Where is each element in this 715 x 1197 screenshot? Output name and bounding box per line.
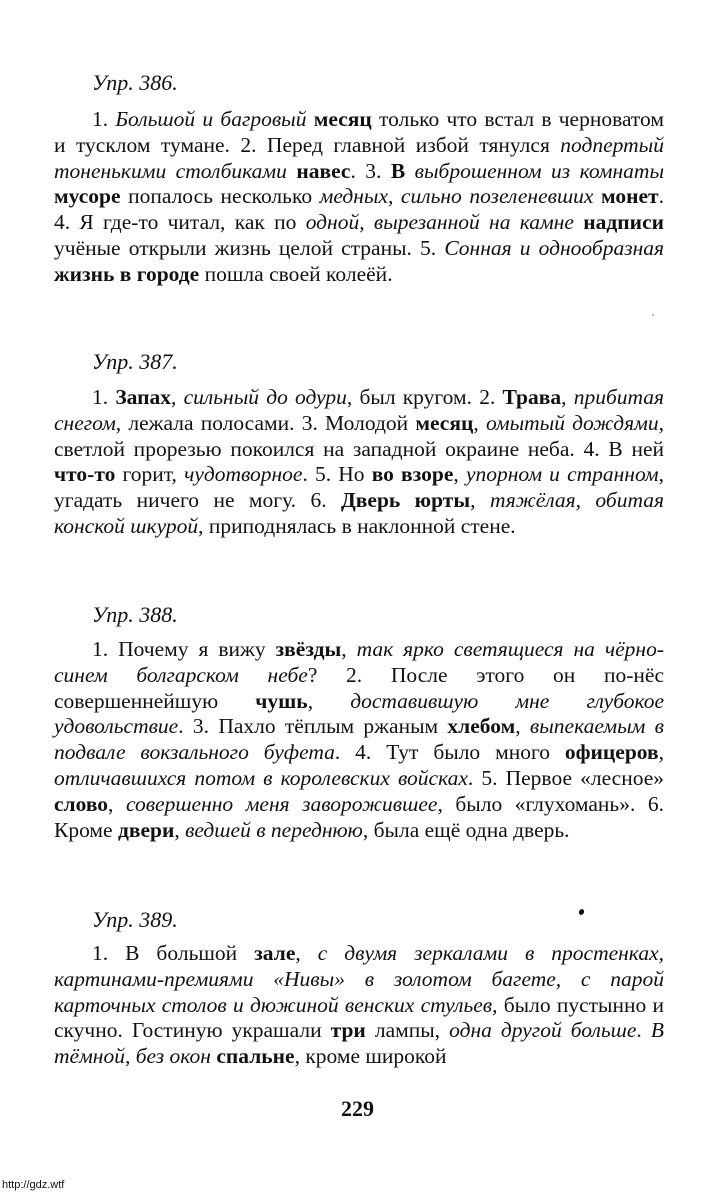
plain-text: , было пустынно и скучно. Гостиную украшали — [54, 992, 664, 1043]
bold-word: офицеров — [564, 740, 659, 765]
italic-phrase: медных, сильно позеленевших — [319, 184, 594, 209]
italic-phrase: одной, вырезанной на камне — [305, 210, 574, 235]
plain-text: . 3. Пахло тёплым ржаным — [178, 714, 448, 739]
plain-text: . 4. Тут было много — [334, 740, 565, 765]
plain-text: , — [453, 462, 466, 487]
ink-speck — [578, 908, 585, 916]
plain-text: , — [108, 791, 126, 816]
plain-text: , — [470, 488, 490, 513]
exercise-title-388: Упр. 388. — [92, 602, 178, 627]
exercise-title-386: Упр. 386. — [92, 70, 178, 95]
bold-word: В — [390, 158, 406, 183]
bold-word: спальне — [216, 1044, 295, 1069]
plain-text: попалось несколько — [120, 184, 320, 209]
plain-text: , угадать ничего не могу. 6. — [54, 462, 665, 513]
plain-text: горит, — [115, 462, 185, 487]
bold-word: слово — [54, 791, 109, 816]
exercise-text-386 — [54, 107, 664, 288]
plain-text: только что встал в черноватом и тусклом тумане. 2. Перед главной избой тянулся — [54, 107, 664, 157]
plain-text — [405, 159, 414, 183]
plain-text: 1. — [92, 385, 116, 409]
italic-phrase: выброшенном из комнаты — [414, 158, 665, 183]
italic-phrase: с двумя зеркалами в простенках, картинами-премиями «Нивы» в золотом багете, с парой карточных столов и дюжиной венских стульев — [54, 941, 664, 1017]
italic-phrase: одна другой больше — [449, 1018, 637, 1043]
plain-text: , — [174, 817, 186, 842]
italic-phrase: чудотворное — [184, 462, 303, 487]
plain-text: , приподнялась в наклонной стене. — [198, 513, 516, 538]
exercise-text-388 — [54, 637, 664, 843]
italic-phrase: отличавшихся потом в королевских войсках — [54, 765, 468, 790]
italic-phrase: ведшей в переднюю — [185, 817, 363, 842]
plain-text: . 5. Первое «лесное» — [467, 765, 664, 790]
bold-word: месяц — [415, 410, 474, 435]
italic-phrase: выпекаемым в подвале вокзального буфета — [54, 714, 664, 765]
plain-text: , — [473, 410, 486, 435]
bold-word: месяц — [313, 107, 372, 131]
bold-word: зале — [254, 941, 296, 965]
bold-word: Трава — [502, 385, 562, 409]
bold-word: звёзды — [275, 637, 342, 661]
plain-text: , было «глухомань». 6. Кроме — [54, 791, 665, 842]
plain-text: . 4. Я где-то читал, как по — [54, 184, 664, 235]
plain-text: 1. — [92, 107, 116, 131]
plain-text: , лежала полосами. 3. Молодой — [115, 410, 416, 435]
plain-text: учёные открыли жизнь целой страны. 5. — [54, 235, 445, 260]
plain-text: , кроме широкой — [294, 1044, 447, 1069]
page-number: 229 — [341, 1096, 374, 1121]
italic-phrase: омытый дождями — [485, 410, 659, 435]
bold-word: надписи — [583, 210, 665, 235]
plain-text: . 5. Но — [302, 462, 372, 487]
italic-phrase: Большой и багровый — [115, 107, 307, 131]
plain-text — [307, 107, 314, 131]
exercise-title-389: Упр. 389. — [92, 907, 178, 932]
exercise-text-387 — [54, 385, 664, 540]
italic-phrase: прибитая снегом — [54, 385, 665, 435]
plain-text: , — [341, 637, 357, 661]
plain-text: пошла своей колеёй. — [199, 261, 393, 286]
plain-text: , — [515, 714, 530, 739]
plain-text — [574, 210, 583, 234]
bold-word: хлебом — [447, 714, 516, 739]
bold-word: навес — [296, 158, 351, 183]
bold-word: жизнь в городе — [54, 261, 200, 286]
italic-phrase: доставившую мне глубокое удовольствие — [54, 688, 665, 739]
plain-text: , — [658, 740, 665, 765]
scan-dot — [652, 314, 654, 316]
plain-text — [287, 159, 296, 183]
plain-text: , — [171, 385, 184, 409]
plain-text: , светлой прорезью покоился на западной окраине неба. 4. В ней — [54, 410, 664, 461]
bold-word: монет — [601, 184, 659, 209]
plain-text: лампы, — [365, 1018, 450, 1043]
bold-word: три — [330, 1018, 366, 1043]
italic-phrase: тяжёлая, обитая конской шкурой — [54, 488, 664, 538]
bold-word: Запах — [115, 385, 172, 409]
bold-word: Дверь юрты — [341, 488, 471, 513]
plain-text: 1. Почему я вижу — [92, 637, 276, 661]
plain-text: . 3. — [350, 158, 391, 183]
plain-text: , была ещё одна дверь. — [362, 817, 570, 842]
plain-text: ? 2. После этого он по-нёс совершеннейшую — [54, 662, 664, 713]
italic-phrase: упорном и странном — [465, 462, 659, 487]
bold-word: что-то — [54, 462, 116, 487]
italic-phrase: Сонная и однообразная — [444, 235, 664, 260]
italic-phrase: В тёмной, без окон — [54, 1018, 664, 1069]
plain-text: , был кругом. 2. — [346, 385, 503, 409]
italic-phrase: подпертый тоненькими столбиками — [54, 132, 664, 183]
bold-word: во взоре — [371, 462, 454, 487]
plain-text: , — [307, 688, 351, 713]
plain-text: 1. В большой — [92, 941, 255, 965]
italic-phrase: так ярко светящиеся на чёрно-синем болгарском небе — [54, 637, 664, 687]
exercise-title-387: Упр. 387. — [92, 349, 178, 374]
plain-text: , — [295, 941, 318, 965]
watermark-link[interactable]: http://gdz.wtf — [2, 1179, 65, 1191]
bold-word: мусоре — [54, 184, 121, 209]
plain-text: , — [561, 385, 574, 409]
plain-text: . — [636, 1018, 651, 1043]
bold-word: чушь — [255, 688, 308, 713]
exercise-text-389 — [54, 941, 664, 1070]
italic-phrase: сильный до одури — [183, 385, 347, 409]
bold-word: двери — [117, 817, 175, 842]
plain-text — [593, 184, 601, 208]
italic-phrase: совершенно меня заворожившее — [125, 791, 438, 816]
